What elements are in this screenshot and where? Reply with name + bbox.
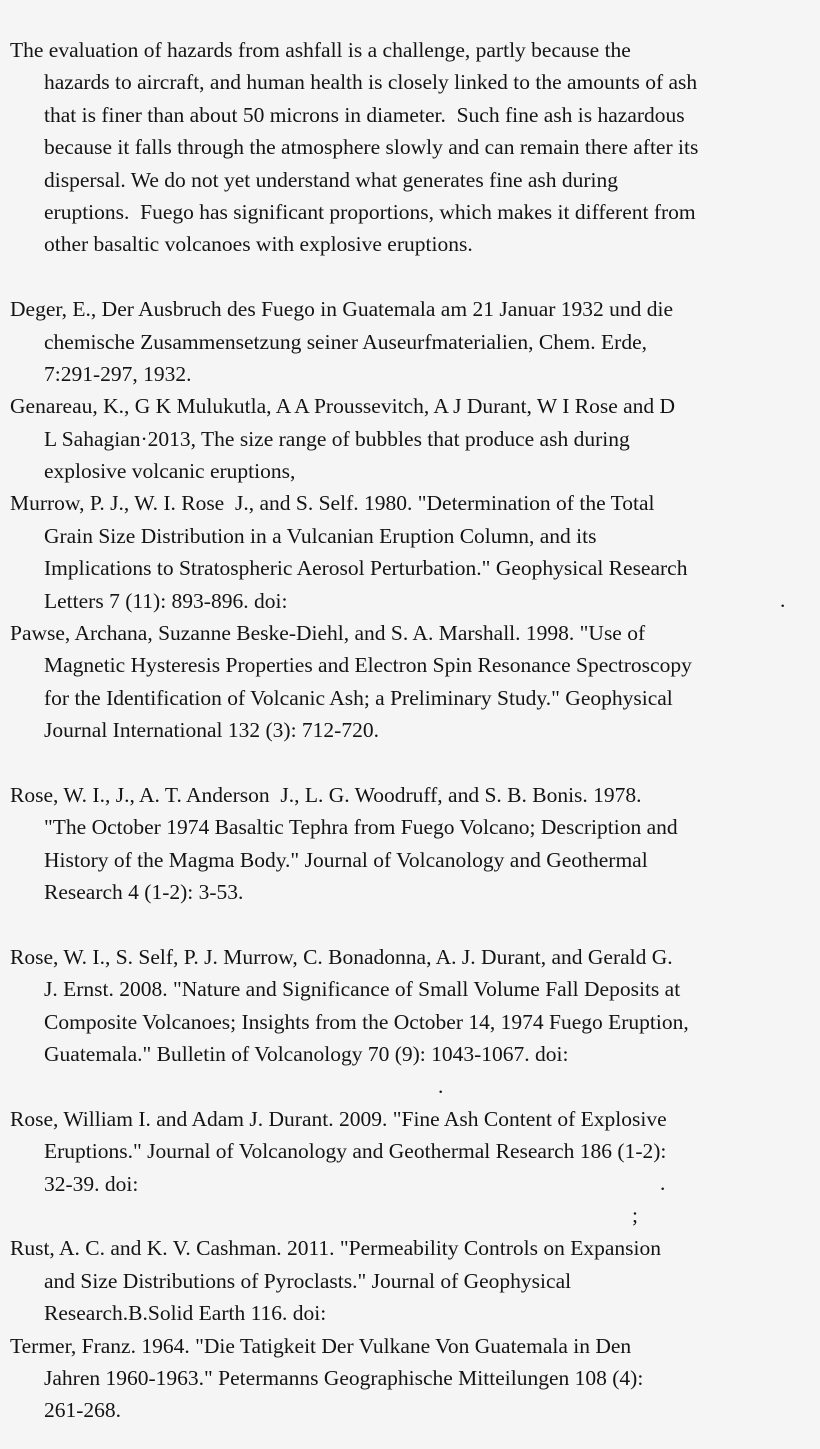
text-line: because it falls through the atmosphere slowly and can remain there after its <box>44 135 699 160</box>
text-line: hazards to aircraft, and human health is closely linked to the amounts of ash <box>44 70 698 95</box>
text-line: Murrow, P. J., W. I. Rose J., and S. Self. 1980. "Determination of the Total <box>10 491 655 516</box>
blank-line <box>0 1200 820 1232</box>
text-line: dispersal. We do not yet understand what generates fine ash during <box>44 167 619 192</box>
blank-line <box>0 909 820 941</box>
text-line: chemische Zusammensetzung seiner Auseurfmaterialien, Chem. Erde, <box>44 329 647 354</box>
text-line: Magnetic Hysteresis Properties and Electron Spin Resonance Spectroscopy <box>44 653 692 678</box>
text-line: Implications to Stratospheric Aerosol Perturbation." Geophysical Research <box>44 556 688 581</box>
text-line: Rose, W. I., S. Self, P. J. Murrow, C. Bonadonna, A. J. Durant, and Gerald G. <box>10 944 673 969</box>
text-line: Composite Volcanoes; Insights from the October 14, 1974 Fuego Eruption, <box>44 1009 689 1034</box>
text-line: eruptions. Fuego has significant proportions, which makes it different from <box>44 199 696 224</box>
text-line: and Size Distributions of Pyroclasts." Journal of Geophysical <box>44 1268 572 1293</box>
text-line: Termer, Franz. 1964. "Die Tatigkeit Der Vulkane Von Guatemala in Den <box>10 1333 632 1358</box>
text-line: Rose, William I. and Adam J. Durant. 2009. "Fine Ash Content of Explosive <box>10 1106 667 1131</box>
text-line: for the Identification of Volcanic Ash; a Preliminary Study." Geophysical <box>44 685 673 710</box>
text-line: Jahren 1960-1963." Petermanns Geographische Mitteilungen 108 (4): <box>44 1366 644 1391</box>
text-line: Guatemala." Bulletin of Volcanology 70 (9): 1043-1067. doi: <box>44 1042 569 1067</box>
blank-line <box>0 747 820 779</box>
text-line: Rust, A. C. and K. V. Cashman. 2011. "Permeability Controls on Expansion <box>10 1236 661 1261</box>
text-line: that is finer than about 50 microns in diameter. Such fine ash is hazardous <box>44 102 685 127</box>
stray-period-rose-2009-doi: . <box>660 1171 666 1195</box>
text-line: Letters 7 (11): 893-896. doi: <box>44 588 288 613</box>
text-line: Journal International 132 (3): 712-720. <box>44 718 379 743</box>
text-line: History of the Magma Body." Journal of Volcanology and Geothermal <box>44 847 648 872</box>
text-line: Research 4 (1-2): 3-53. <box>44 880 244 905</box>
text-line: other basaltic volcanoes with explosive eruptions. <box>44 232 473 257</box>
text-line: Pawse, Archana, Suzanne Beske-Diehl, and S. A. Marshall. 1998. "Use of <box>10 621 646 646</box>
text-line: 32-39. doi: <box>44 1171 139 1196</box>
text-line: J. Ernst. 2008. "Nature and Significance of Small Volume Fall Deposits at <box>44 977 681 1002</box>
text-line: Deger, E., Der Ausbruch des Fuego in Guatemala am 21 Januar 1932 und die <box>10 297 674 322</box>
text-line: Genareau, K., G K Mulukutla, A A Proussevitch, A J Durant, W I Rose and D <box>10 394 676 419</box>
text-line: explosive volcanic eruptions, <box>44 459 296 484</box>
blank-line <box>0 1071 820 1103</box>
text-line: 261-268. <box>44 1398 122 1423</box>
blank-line <box>0 261 820 293</box>
text-line: Grain Size Distribution in a Vulcanian Eruption Column, and its <box>44 523 597 548</box>
text-line: L Sahagian·2013, The size range of bubbles that produce ash during <box>44 426 630 451</box>
text-line: The evaluation of hazards from ashfall is a challenge, partly because the <box>10 38 631 62</box>
stray-semicolon-rose-2009: ; <box>632 1203 638 1227</box>
text-line: "The October 1974 Basaltic Tephra from Fuego Volcano; Description and <box>44 815 678 840</box>
text-line: Research.B.Solid Earth 116. doi: <box>44 1301 327 1326</box>
text-line: Rose, W. I., J., A. T. Anderson J., L. G. Woodruff, and S. B. Bonis. 1978. <box>10 782 642 807</box>
stray-period-rose-2008-doi: . <box>438 1074 444 1098</box>
text-line: Eruptions." Journal of Volcanology and Geothermal Research 186 (1-2): <box>44 1139 667 1164</box>
text-line: 7:291-297, 1932. <box>44 361 192 386</box>
stray-period-murrow-doi: . <box>780 588 786 612</box>
